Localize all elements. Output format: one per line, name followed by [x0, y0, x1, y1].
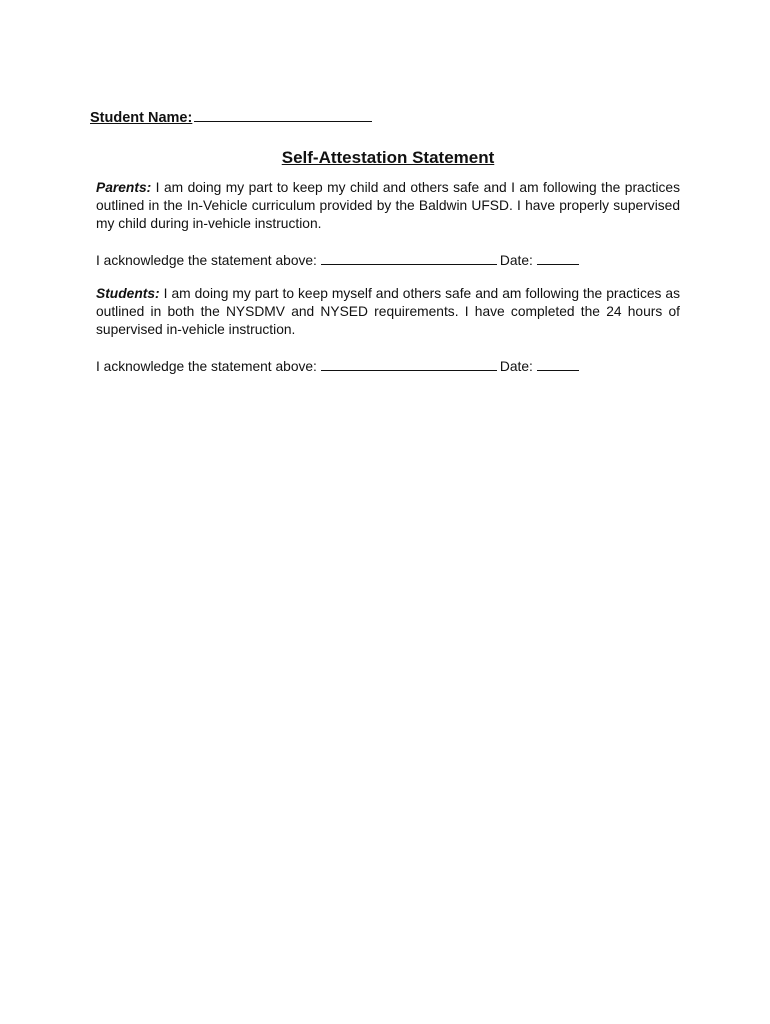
student-name-label: Student Name: — [90, 110, 193, 126]
parents-statement — [96, 179, 680, 233]
student-name-field[interactable] — [194, 107, 372, 122]
students-signature-field[interactable] — [321, 358, 497, 371]
parents-date-field[interactable] — [537, 252, 579, 265]
document-title: Self-Attestation Statement — [281, 148, 495, 167]
acknowledge-label: I acknowledge the statement above: — [96, 359, 317, 374]
parents-text: I am doing my part to keep my child and others safe and I am following the practices outlined in the In-Vehicle curriculum provided by the Baldwin UFSD. I have properly supervised my child during in-vehicle instruction. — [96, 180, 680, 231]
students-statement — [96, 285, 680, 339]
parents-lead: Parents: — [96, 180, 152, 195]
student-name-row — [90, 107, 372, 126]
students-acknowledge-row — [96, 358, 579, 374]
date-label: Date: — [499, 359, 533, 374]
parents-acknowledge-row — [96, 252, 579, 268]
students-lead: Students: — [96, 286, 160, 301]
students-text: I am doing my part to keep myself and others safe and am following the practices as outlined in both the NYSDMV and NYSED requirements. I have completed the 24 hours of supervised in-vehicle instruction. — [96, 286, 680, 337]
students-date-field[interactable] — [537, 358, 579, 371]
date-label: Date: — [499, 253, 533, 268]
acknowledge-label: I acknowledge the statement above: — [96, 253, 317, 268]
parents-signature-field[interactable] — [321, 252, 497, 265]
